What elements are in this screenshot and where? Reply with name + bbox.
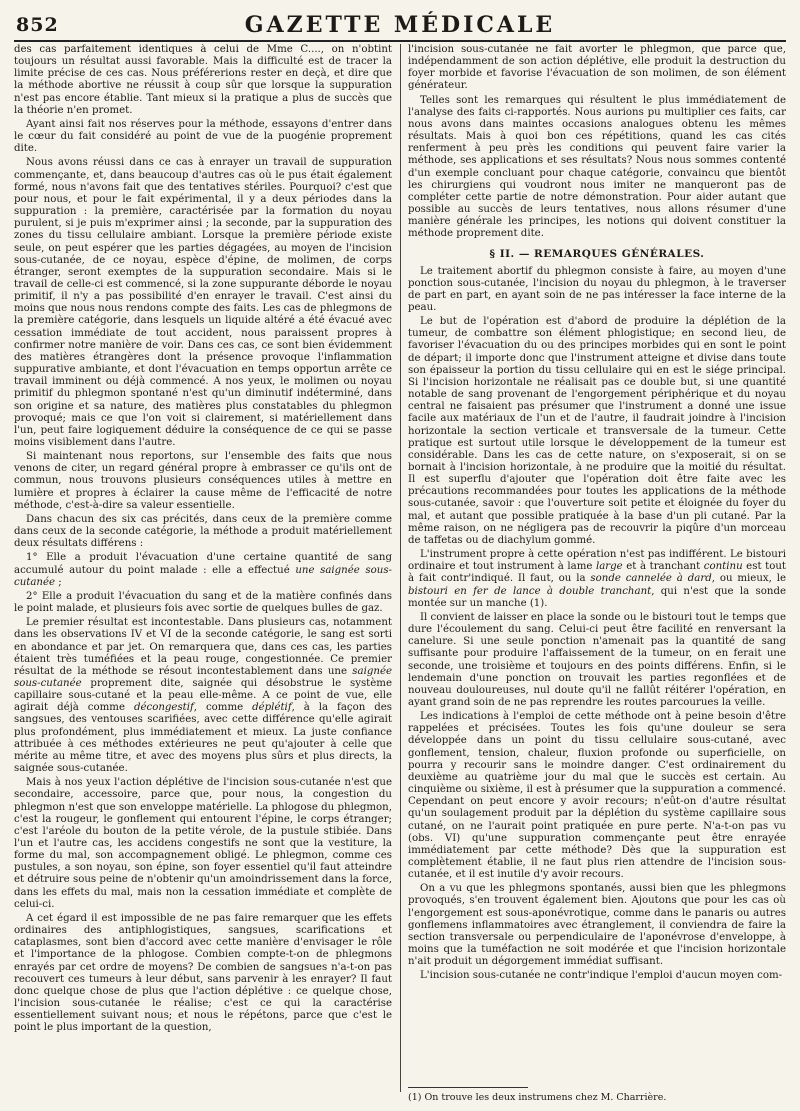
italic-run: déplétif <box>252 702 292 714</box>
column-divider <box>400 44 401 1092</box>
paragraph <box>408 549 786 610</box>
paragraph: Si maintenant nous reportons, sur l'ensemble des faits que nous venons de citer, un regard général propre à embrasser ce qu'ils ont de commun, nous trouvons plusieurs conséquences utiles à mettre en lumière et propres à éclairer la cause même de l'efficacité de notre méthode, c'est-à-dire sa valeur essentielle. <box>14 451 392 511</box>
footnote-text: (1) On trouve les deux instrumens chez M. Charrière. <box>408 1092 667 1103</box>
text-run: proprement dite, saignée qui désobstrue le système capillaire sous-cutané et la peau elle-même. A ce point de vue, elle agirait déjà comme <box>14 677 392 714</box>
text-run: , ou mieux, le <box>711 573 786 585</box>
article-columns <box>14 44 786 1104</box>
paragraph: On a vu que les phlegmons spontanés, aussi bien que les phlegmons provoqués, s'en trouvent également bien. Ajoutons que pour les cas où l'engorgement est sous-aponévrotique, comme dans le panaris ou autres gonflemens inflammatoires avec étranglement, il conviendra de faire la section transversale ou perpendiculaire de l'aponévrose d'enveloppe, à moins que la tuméfaction ne soit modérée et que l'incision horizontale n'ait produit un dégorgement immédiat suffisant. <box>408 883 786 968</box>
italic-run: une saignée sous-cutanée <box>14 564 392 588</box>
page-number: 852 <box>16 14 59 36</box>
paragraph: Dans chacun des six cas précités, dans ceux de la première comme dans ceux de la seconde catégorie, la méthode a produit matériellement deux résultats différens : <box>14 513 392 550</box>
paragraph: A cet égard il est impossible de ne pas faire remarquer que les effets ordinaires des antiphlogistiques, sangsues, scarifications et cataplasmes, sont bien d'accord avec cette manière d'envisager le rôle et l'importance de la phlogose. Combien compte-t-on de phlegmons enrayés par cet ordre de moyens? De combien de sangsues n'a-t-on pas recouvert ces tumeurs à leur début, sans parvenir à les enrayer? Il faut donc quelque chose de plus que l'action déplétive : ce quelque chose, l'incision sous-cutanée le réalise; c'est ce qui la caractérise essentiellement suivant nous; et nous le répétons, parce que c'est le point le plus important de la question, <box>14 912 392 1034</box>
text-run: Le premier résultat est incontestable. Dans plusieurs cas, notamment dans les observations IV et VI de la seconde catégorie, le sang est sorti en abondance et par jet. On remarquera que, dans ces cas, les parties étaient très tuméfiées et la peau rouge, congestionnée. Ce premier résultat de la méthode se résout incontestablement dans une <box>14 617 392 677</box>
italic-run: bistouri en fer de lance à double tranchant <box>408 585 652 597</box>
paragraph: Le traitement abortif du phlegmon consiste à faire, au moyen d'une ponction sous-cutanée, l'incision du noyau du phlegmon, à le traverser de part en part, en ayant soin de ne pas intéresser la face interne de la peau. <box>408 265 786 313</box>
paragraph: Telles sont les remarques qui résultent le plus immédiatement de l'analyse des faits ci-rapportés. Nous aurions pu multiplier ces faits, car nous avons dans maintes occasions analogues obtenu les mêmes résultats. Mais à quoi bon ces répétitions, quand les cas cités renferment à peu près les conditions qui peuvent faire varier la méthode, ses applications et ses résultats? Nous nous sommes contenté d'un exemple concluant pour chaque catégorie, convaincu que bientôt les chirurgiens qui voudront nous imiter ne manqueront pas de compléter cette partie de notre démonstration. Pour aider autant que possible au succès de leurs tentatives, nous allons résumer d'une manière générale les principes, les notions qui doivent constituer la méthode proprement dite. <box>408 94 786 240</box>
right-column <box>408 44 786 1104</box>
paragraph: Il convient de laisser en place la sonde ou le bistouri tout le temps que dure l'écoulement du sang. Celui-ci peut être facilité en renversant la canelure. Si une seule ponction n'amenait pas la quantité de sang suffisante pour produire l'affaissement de la tumeur, on en ferait une seconde, une troisième et toujours en des points différens. Enfin, si le lendemain d'une ponction on trouvait les parties regonflées et de nouveau douloureuses, nul doute qu'il ne fallût réitérer l'opération, en ayant grand soin de ne pas reprendre les routes parcourues la veille. <box>408 611 786 708</box>
text-run: , qui n'est que la sonde montée sur un manche (1). <box>408 585 786 609</box>
text-run: et à tranchant <box>622 561 704 573</box>
paragraph: Les indications à l'emploi de cette méthode ont à peine besoin d'être rappelées et précisées. Toutes les fois qu'une douleur se sera développée dans un point du tissu cellulaire sous-cutané, avec gonflement, tension, chaleur, fluxion profonde ou superficielle, on pourra y recourir sans le moindre danger. C'est ordinairement du deuxième au quatrième jour du mal que le succès est certain. Au cinquième ou sixième, il est à présumer que la suppuration a commencé. Cependant on peut encore y avoir recours; n'eût-on d'autre résultat qu'un soulagement produit par la déplétion du système capillaire sous cutané, on ne l'aurait point pratiquée en pure perte. N'a-t-on pas vu (obs. VI) qu'une suppuration commençante peut être enrayée immédiatement par cette méthode? Dès que la suppuration est complètement établie, il ne faut plus rien attendre de l'incision sous-cutanée, et il est inutile d'y avoir recours. <box>408 711 786 881</box>
paragraph: l'incision sous-cutanée ne fait avorter le phlegmon, que parce que, indépendamment de son action déplétive, elle produit la destruction du foyer morbide et favorise l'évacuation de son molimen, de son élément générateur. <box>408 44 786 92</box>
text-run: ; <box>55 576 62 588</box>
paragraph: Le but de l'opération est d'abord de produire la déplétion de la tumeur, de combattre son élément phlogistique; en second lieu, de favoriser l'évacuation du ou des principes morbides qui en sont le point de départ; il importe donc que l'instrument atteigne et divise dans toute son épaisseur la portion du tissu cellulaire qui en est le siége principal. Si l'incision horizontale ne réalisait pas ce double but, si une quantité notable de sang provenant de l'engorgement périphérique et du noyau central ne faisaient pas présumer que l'instrument a donné une issue facile aux matériaux de l'un et de l'autre, il faudrait joindre à l'incision horizontale la section verticale et transversale de la tumeur. Cette pratique est surtout utile lorsque le développement de la tumeur est considérable. Dans les cas de cette nature, on s'exposerait, si on se bornait à l'incision horizontale, à ne produire que la moitié du résultat. Il est superflu d'ajouter que l'opération doit être faite avec les précautions recommandées pour toutes les applications de la méthode sous-cutanée, savoir : que l'ouverture soit petite et éloignée du foyer du mal, et autant que possible pratiquée à la base d'un pli cutané. Par la même raison, on ne négligera pas de recouvrir la piqûre d'un morceau de taffetas ou de diachylum gommé. <box>408 316 786 546</box>
paragraph: L'incision sous-cutanée ne contr'indique l'emploi d'aucun moyen com- <box>420 970 783 982</box>
text-run: est tout à fait contr'indiqué. Il faut, ou la <box>408 561 786 585</box>
text-run: , à la façon des sangsues, des ventouses scarifiées, avec cette différence qu'elle agirait plus profondément, plus immédiatement et mieux. La juste confiance attribuée à ces méthodes extérieures ne peut qu'ajouter à celle que mérite au même titre, et avec des moyens plus sûrs et plus directs, la saignée sous-cutanée. <box>14 702 392 775</box>
text-run: 1° Elle a produit l'évacuation d'une certaine quantité de sang accumulé autour du point malade : elle a effectué <box>14 552 392 576</box>
italic-run: continu <box>703 561 743 573</box>
paragraph: 2° Elle a produit l'évacuation du sang et de la matière confinés dans le point malade, et plusieurs fois avec sortie de quelques bulles de gaz. <box>14 590 392 615</box>
paragraph: Nous avons réussi dans ce cas à enrayer un travail de suppuration commençante, et, dans beaucoup d'autres cas où le pus était également formé, nous n'avons fait que des tentatives stériles. Pourquoi? c'est que pour nous, et pour le fait expérimental, il y a deux périodes dans la suppuration : la première, caractérisée par la formation du noyau purulent, si je puis m'exprimer ainsi ; la seconde, par la suppuration des zones du tissu cellulaire ambiant. Lorsque la première période existe seule, on peut espérer que les parties dégagées, au moyen de l'incision sous-cutanée, de ce noyau, espèce d'épine, de molimen, de corps étranger, seront exemptes de la suppuration secondaire. Mais si le travail de celle-ci est commencé, si la zone suppurante déborde le noyau primitif, il n'y a pas possibilité d'en enrayer le travail. C'est ainsi du moins que nous nous rendons compte des faits. Les cas de phlegmons de la première catégorie, dans lesquels un liquide altéré a été évacué avec cessation immédiate de tout accident, nous paraissent propres à confirmer notre manière de voir. Dans ces cas, ce sont bien évidemment des matières étrangères dont la présence provoque l'inflammation suppurative ambiante, et dont l'évacuation en temps opportun arrête ce travail imminent ou déjà commencé. A nos yeux, le molimen ou noyau primitif du phlegmon spontané n'est qu'un diminutif indéterminé, dans son origine et sa nature, des matières plus constatables du phlegmon provoqué; mais ce que l'on voit si clairement, si matériellement dans l'un, peut faire logiquement déduire la conséquence de ce qui se passe moins visiblement dans l'autre. <box>14 157 392 448</box>
paragraph: Ayant ainsi fait nos réserves pour la méthode, essayons d'entrer dans le cœur du fait considéré au point de vue de la puogénie proprement dite. <box>14 118 392 155</box>
footnote <box>408 1087 786 1104</box>
italic-run: sonde cannelée à dard <box>590 573 712 585</box>
left-column <box>14 44 392 1104</box>
paragraph: Mais à nos yeux l'action déplétive de l'incision sous-cutanée n'est que secondaire, accessoire, parce que, pour nous, la congestion du phlegmon n'est que son enveloppe matérielle. La phlogose du phlegmon, c'est la rougeur, le gonflement qui entourent l'épine, le corps étranger; c'est l'aréole du bouton de la petite vérole, de la pustule stibiée. Dans l'un et l'autre cas, les accidens congestifs ne sont que la vestiture, la forme du mal, son accompagnement obligé. Le phlegmon, comme ces pustules, a son noyau, son épine, son foyer essentiel qu'il faut atteindre et détruire sous peine de n'obtenir qu'un amoindrissement dans la force, dans les effets du mal, mais non la cessation immédiate et complète de celui-ci. <box>14 777 392 910</box>
paragraph: des cas parfaitement identiques à celui de Mme C...., on n'obtint toujours un résultat aussi favorable. Mais la difficulté est de tracer la limite précise de ces cas. Nous préférerions rester en deçà, et dire que la méthode abortive ne réussit à coup sûr que lorsque la suppuration n'est pas encore établie. Tant mieux si la pratique a plus de succès que la théorie n'en promet. <box>14 44 392 116</box>
section-heading: § II. — REMARQUES GÉNÉRALES. <box>489 247 705 260</box>
paragraph <box>14 617 392 775</box>
page-header <box>14 10 786 42</box>
italic-run: saignée sous-cutanée <box>14 665 392 689</box>
text-run: , comme <box>193 702 253 714</box>
newspaper-page <box>14 10 786 1104</box>
italic-run: décongestif <box>133 702 194 714</box>
journal-title: GAZETTE MÉDICALE <box>244 12 556 38</box>
paragraph <box>14 552 392 588</box>
footnote-rule <box>408 1087 528 1088</box>
italic-run: large <box>595 561 623 573</box>
text-run: L'instrument propre à cette opération n'est pas indifférent. Le bistouri ordinaire et tout instrument à lame <box>408 549 786 573</box>
